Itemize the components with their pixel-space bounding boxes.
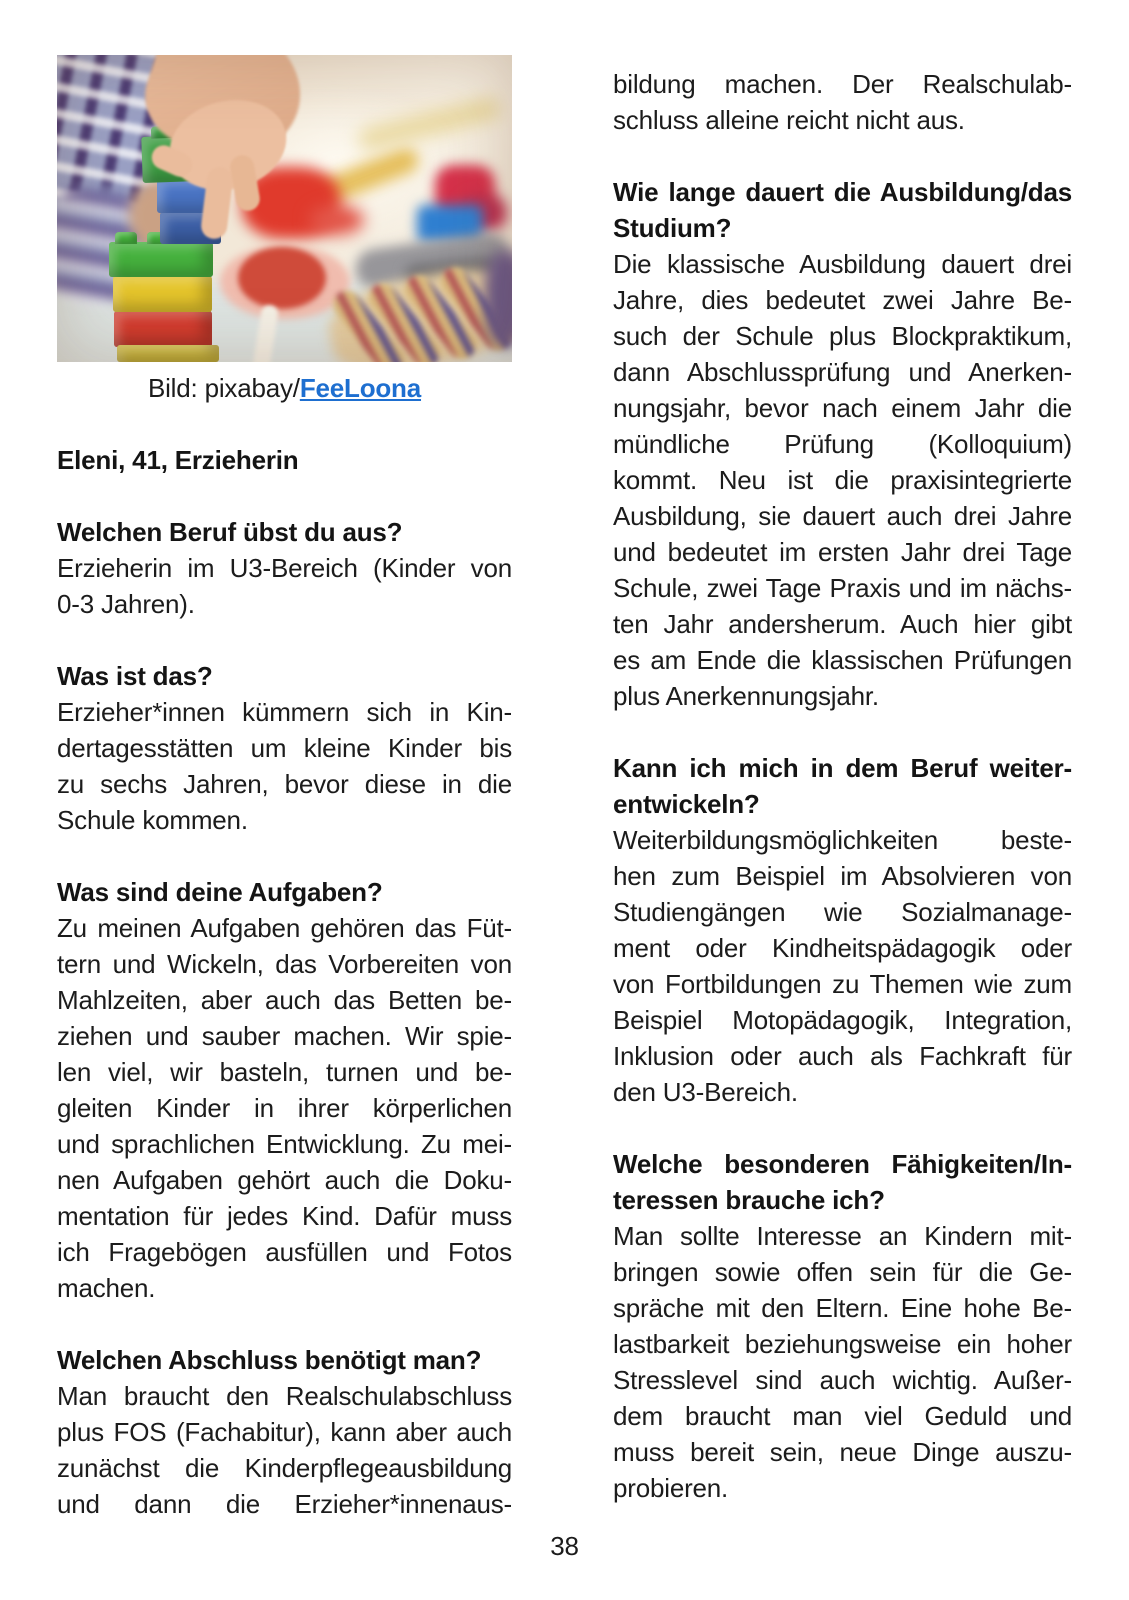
body-line: Zu meinen Aufgaben gehören das Füt- — [57, 913, 512, 943]
photo-caption — [57, 370, 512, 406]
body-line: schluss alleine reicht nicht aus. — [613, 105, 965, 135]
heading-line: Studium? — [613, 213, 732, 243]
qa-section — [613, 174, 1072, 714]
left-column — [57, 55, 512, 1558]
body-line: machen. — [57, 1273, 156, 1303]
body-line: Erzieher*innen kümmern sich in Kin- — [57, 697, 512, 727]
body-line: Man braucht den Realschulabschluss — [57, 1381, 512, 1411]
body-line: Stresslevel sind auch wichtig. Außer- — [613, 1365, 1072, 1395]
heading-line: Wie lange dauert die Ausbildung/das — [613, 177, 1072, 207]
body-line: Studiengängen wie Sozialmanage- — [613, 897, 1072, 927]
heading-line: Was sind deine Aufgaben? — [57, 877, 383, 907]
body-line: nen Aufgaben gehört auch die Doku- — [57, 1165, 512, 1195]
qa-section — [57, 514, 512, 622]
body-line: zu sechs Jahren, bevor diese in die — [57, 769, 512, 799]
body-line: mündliche Prüfung (Kolloquium) — [613, 429, 1072, 459]
body-line: und dann die Erzieher*innenaus- — [57, 1489, 512, 1519]
body-line: Erzieherin im U3-Bereich (Kinder von — [57, 553, 512, 583]
body-line: probieren. — [613, 1473, 729, 1503]
body-line: Beispiel Motopädagogik, Integration, — [613, 1005, 1072, 1035]
body-line: Jahre, dies bedeutet zwei Jahre Be- — [613, 285, 1072, 315]
body-line: dertagesstätten um kleine Kinder bis — [57, 733, 512, 763]
qa-section — [57, 1342, 512, 1522]
body-line: muss bereit sein, neue Dinge auszu- — [613, 1437, 1072, 1467]
body-line: hen zum Beispiel im Absolvieren von — [613, 861, 1072, 891]
body-line: lastbarkeit beziehungsweise ein hoher — [613, 1329, 1072, 1359]
heading-line: Eleni, 41, Erzieherin — [57, 445, 299, 475]
body-line: ten Jahr andersherum. Auch hier gibt — [613, 609, 1072, 639]
qa-section — [613, 66, 1072, 138]
body-line: dann Abschlussprüfung und Anerken- — [613, 357, 1072, 387]
body-line: gleiten Kinder in ihrer körperlichen — [57, 1093, 512, 1123]
heading-line: Welchen Beruf übst du aus? — [57, 517, 403, 547]
photo-child-stacking-blocks — [57, 55, 512, 362]
heading-line: teressen brauche ich? — [613, 1185, 885, 1215]
body-line: ich Fragebögen ausfüllen und Fotos — [57, 1237, 512, 1267]
body-line: tern und Wickeln, das Vorbereiten von — [57, 949, 512, 979]
body-line: von Fortbildungen zu Themen wie zum — [613, 969, 1072, 999]
body-line: und sprachlichen Entwicklung. Zu mei- — [57, 1129, 512, 1159]
body-line: mentation für jedes Kind. Dafür muss — [57, 1201, 512, 1231]
body-line: 0-3 Jahren). — [57, 589, 195, 619]
page-number: 38 — [550, 1531, 579, 1561]
caption-link[interactable]: FeeLoona — [299, 373, 422, 403]
body-line: such der Schule plus Blockpraktikum, — [613, 321, 1072, 351]
left-column-sections — [57, 442, 512, 1522]
body-line: Weiterbildungsmöglichkeiten beste- — [613, 825, 1072, 855]
qa-section — [57, 874, 512, 1306]
right-column — [613, 66, 1072, 1542]
body-line: Mahlzeiten, aber auch das Betten be- — [57, 985, 512, 1015]
body-line: Man sollte Interesse an Kindern mit- — [613, 1221, 1072, 1251]
body-line: spräche mit den Eltern. Eine hohe Be- — [613, 1293, 1072, 1323]
body-line: kommt. Neu ist die praxisintegrierte — [613, 465, 1072, 495]
heading-line: entwickeln? — [613, 789, 760, 819]
body-line: ment oder Kindheitspädagogik oder — [613, 933, 1072, 963]
body-line: ziehen und sauber machen. Wir spie- — [57, 1021, 512, 1051]
body-line: Ausbildung, sie dauert auch drei Jahre — [613, 501, 1072, 531]
caption-text: Bild: pixabay/ — [147, 373, 300, 403]
qa-section — [613, 750, 1072, 1110]
body-line: len viel, wir basteln, turnen und be- — [57, 1057, 512, 1087]
body-line: und bedeutet im ersten Jahr drei Tage — [613, 537, 1072, 567]
body-line: zunächst die Kinderpflegeausbildung — [57, 1453, 512, 1483]
body-line: nungsjahr, bevor nach einem Jahr die — [613, 393, 1072, 423]
body-line: es am Ende die klassischen Prüfungen — [613, 645, 1072, 675]
photo-vignette — [57, 55, 512, 362]
heading-line: Welche besonderen Fähigkeiten/In- — [613, 1149, 1072, 1179]
heading-line: Kann ich mich in dem Beruf weiter- — [613, 753, 1072, 783]
body-line: bildung machen. Der Realschulab- — [613, 69, 1072, 99]
body-line: Schule, zwei Tage Praxis und im nächs- — [613, 573, 1072, 603]
qa-section — [613, 1146, 1072, 1506]
body-line: Schule kommen. — [57, 805, 248, 835]
body-line: plus Anerkennungsjahr. — [613, 681, 879, 711]
body-line: Die klassische Ausbildung dauert drei — [613, 249, 1072, 279]
body-line: bringen sowie offen sein für die Ge- — [613, 1257, 1072, 1287]
heading-line: Welchen Abschluss benötigt man? — [57, 1345, 482, 1375]
heading-line: Was ist das? — [57, 661, 213, 691]
body-line: plus FOS (Fachabitur), kann aber auch — [57, 1417, 512, 1447]
qa-section — [57, 658, 512, 838]
body-line: Inklusion oder auch als Fachkraft für — [613, 1041, 1072, 1071]
body-line: den U3-Bereich. — [613, 1077, 798, 1107]
right-column-sections — [613, 66, 1072, 1506]
qa-section — [57, 442, 512, 478]
body-line: dem braucht man viel Geduld und — [613, 1401, 1072, 1431]
